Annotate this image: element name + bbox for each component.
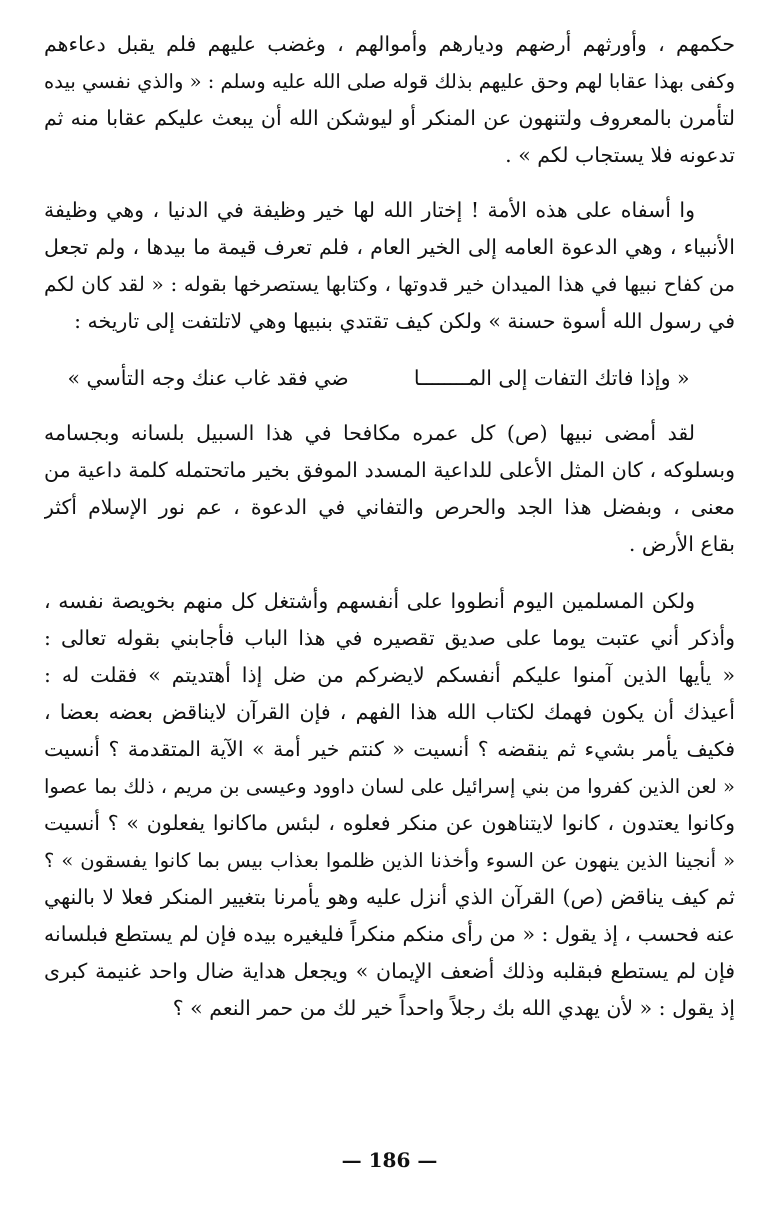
verse-line: « وإذا فاتك التفات إلى المــــــــا ضي فقد غاب عنك وجه التأسي »	[67, 366, 690, 390]
text-line: تدعونه فلا يستجاب لكم » .	[505, 143, 735, 167]
text-line: ثم كيف يناقض (ص) القرآن الذي أنزل عليه وهو يأمرنا بتغيير المنكر فعلا لا بالنهي	[44, 885, 735, 909]
text-line: وأذكر أني عتبت يوما على صديق تقصيره في هذا الباب فأجابني بقوله تعالى :	[44, 626, 735, 650]
text-line: وكفى بهذا عقابا لهم وحق عليهم بذلك قوله صلى الله عليه وسلم : « والذي نفسي بيده	[44, 70, 735, 93]
text-line: الأنبياء ، وهي الدعوة العامه إلى الخير العام ، فلم تعرف قيمة ما بيدها ، ولم تجعل	[44, 235, 735, 259]
text-line: فكيف يأمر بشيء ثم ينقضه ؟ أنسيت « كنتم خير أمة » الآية المتقدمة ؟ أنسيت	[44, 737, 735, 761]
text-line: « أنجينا الذين ينهون عن السوء وأخذنا الذين ظلموا بعذاب بيس بما كانوا يفسقون » ؟	[44, 849, 735, 872]
page-body	[44, 26, 735, 1027]
text-line: معنى ، وبفضل هذا الجد والحرص والتفاني في الدعوة ، عم نور الإسلام أكثر	[44, 495, 735, 519]
text-line: أعيذك أن يكون فهمك لكتاب الله هذا الفهم ، فإن القرآن لايناقض بعضه بعضا ،	[44, 700, 735, 724]
text-line: لتأمرن بالمعروف ولتنهون عن المنكر أو ليوشكن الله أن يبعث عليكم عقابا منه ثم	[44, 106, 735, 130]
page-number: — 186 —	[341, 1148, 438, 1172]
text-line: ولكن المسلمين اليوم أنطووا على أنفسهم وأشتغل كل منهم بخويصة نفسه ،	[44, 589, 695, 613]
text-line: وا أسفاه على هذه الأمة ! إختار الله لها خير وظيفة في الدنيا ، وهي وظيفة	[44, 198, 695, 222]
text-line: « يأيها الذين آمنوا عليكم أنفسكم لايضركم من ضل إذا أهتديتم » فقلت له :	[44, 663, 735, 687]
text-line: فإن لم يستطع فبقلبه وذلك أضعف الإيمان » ويجعل هداية ضال واحد غنيمة كبرى	[44, 959, 735, 983]
text-line: إذ يقول : « لأن يهدي الله بك رجلاً واحداً خير لك من حمر النعم » ؟	[172, 996, 735, 1020]
text-line: حكمهم ، وأورثهم أرضهم وديارهم وأموالهم ، وغضب عليهم فلم يقبل دعاءهم	[44, 32, 735, 56]
text-line: بقاع الأرض .	[628, 532, 735, 556]
paragraph-2	[44, 192, 735, 340]
text-line: في رسول الله أسوة حسنة » ولكن كيف تقتدي بنبيها وهي لاتلتفت إلى تاريخه :	[74, 309, 735, 333]
paragraph-1	[44, 26, 735, 174]
paragraph-4	[44, 583, 735, 1027]
text-line: لقد أمضى نبيها (ص) كل عمره مكافحا في هذا السبيل بلسانه وبجسامه	[44, 421, 695, 445]
text-line: « لعن الذين كفروا من بني إسرائيل على لسان داوود وعيسى بن مريم ، ذلك بما عصوا	[44, 775, 735, 798]
text-line: وكانوا يعتدون ، كانوا لايتناهون عن منكر فعلوه ، لبئس ماكانوا يفعلون » ؟ أنسيت	[44, 811, 735, 835]
poetry-verse	[44, 360, 735, 397]
paragraph-3	[44, 415, 735, 563]
text-line: من كفاح نبيها في هذا الميدان خير قدوتها ، وكتابها يستصرخها بقوله : « لقد كان لكم	[44, 272, 735, 296]
text-line: عنه فحسب ، إذ يقول : « من رأى منكم منكراً فليغيره بيده فإن لم يستطع فبلسانه	[44, 922, 735, 946]
text-line: وبسلوكه ، كان المثل الأعلى للداعية المسدد الموفق بخير ماتحتمله كلمة داعية من	[44, 458, 735, 482]
